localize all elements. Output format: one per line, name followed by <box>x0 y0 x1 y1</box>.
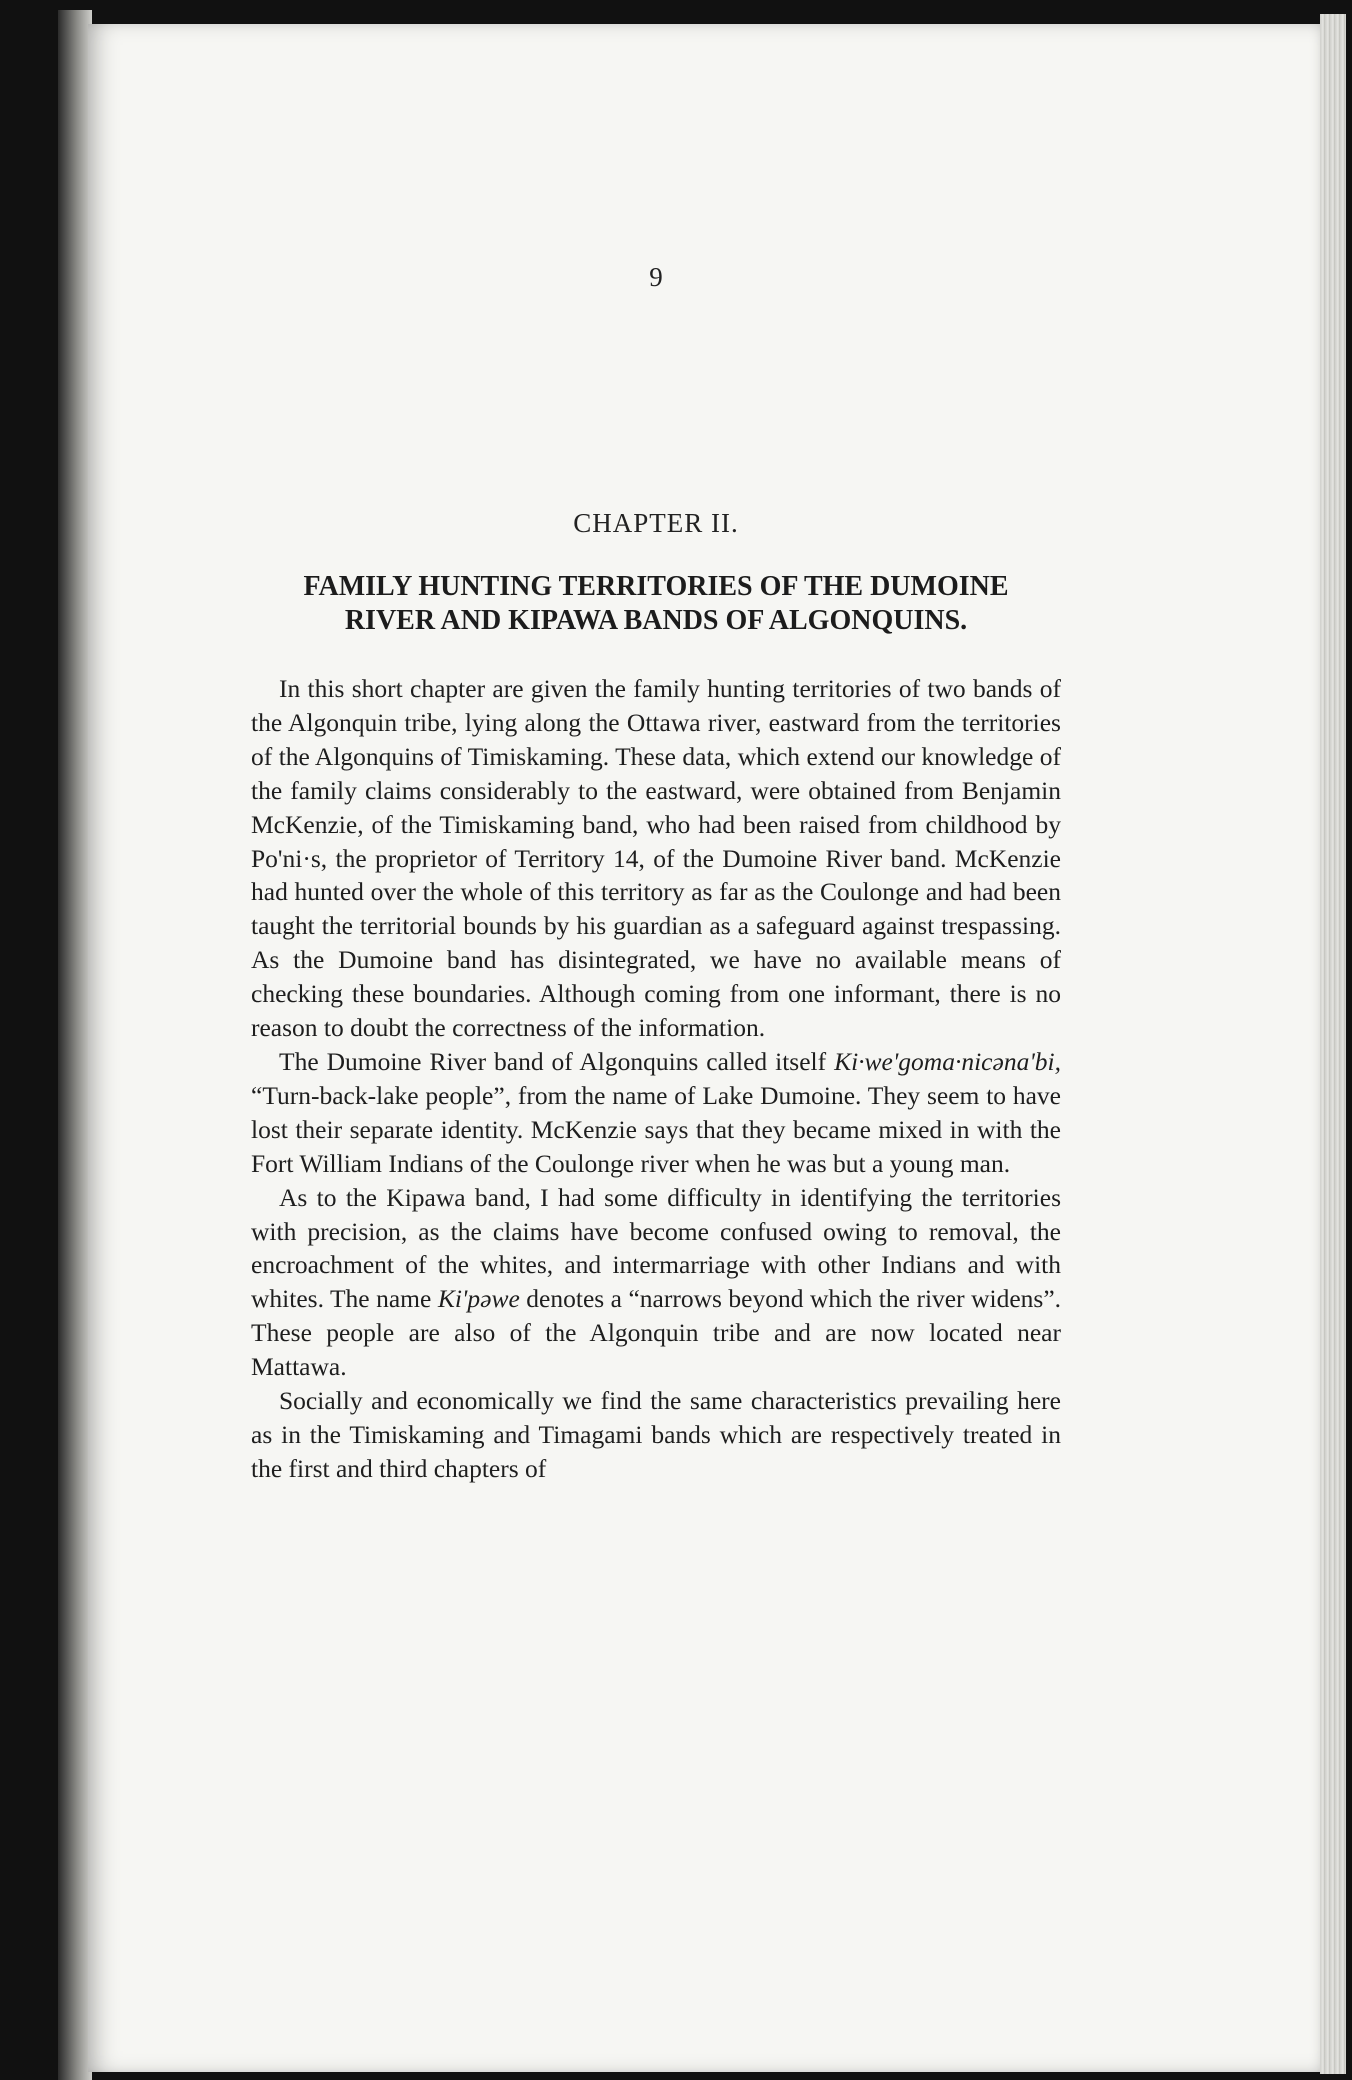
page-edges <box>1320 14 1346 2074</box>
page-number: 9 <box>649 262 663 292</box>
chapter-title-line-1: FAMILY HUNTING TERRITORIES OF THE DUMOINE <box>303 571 1009 602</box>
paragraph-2 <box>251 1045 1061 1181</box>
paragraph-2-end: “Turn-back-lake people”, from the name of Lake Dumoine. They seem to have lost their separate identity. McKenzie says that they became mixed in with the Fort William Indians of the Coulonge river when he was but a young man. <box>251 1080 1061 1178</box>
kipawa-term: Ki'pəwe <box>437 1284 520 1314</box>
band-name-term: Ki·we'goma·nicəna'bi, <box>834 1046 1061 1076</box>
paragraph-4: Socially and economically we find the same characteristics prevailing here as in the Timiskaming and Timagami bands which are respectively treated in the first and third chapters of <box>251 1386 1061 1483</box>
paragraph-2-start: The Dumoine River band of Algonquins called itself <box>279 1046 835 1076</box>
body-text <box>251 672 1061 1486</box>
chapter-label: CHAPTER II. <box>573 508 739 538</box>
paragraph-3-end: denotes a “narrows beyond which the river widens”. These people are also of the Algonquin tribe and are now located near Mattawa. <box>251 1284 1062 1382</box>
paragraph-3 <box>251 1181 1061 1384</box>
paragraph-3-start: As to the Kipawa band, I had some difficulty in identifying the territories with precision, as the claims have become confused owing to removal, the encroachment of the whites, and intermarriage with other Indians and with whites. The name <box>251 1182 1061 1314</box>
chapter-title <box>251 570 1061 638</box>
book-spine <box>58 10 92 2080</box>
paragraph-1: In this short chapter are given the family hunting territories of two bands of the Algonquin tribe, lying along the Ottawa river, eastward from the territories of the Algonquins of Timiskaming. These data, which extend our knowledge of the family claims considerably to the eastward, were obtained from Benjamin McKenzie, of the Timiskaming band, who had been raised from childhood by Po'ni·s, the proprietor of Territory 14, of the Dumoine River band. McKenzie had hunted over the whole of this territory as far as the Coulonge and had been taught the territorial bounds by his guardian as a safeguard against trespassing. As the Dumoine band has disintegrated, we have no available means of checking these boundaries. Although coming from one informant, there is no reason to doubt the correctness of the information. <box>251 674 1061 1043</box>
chapter-title-line-2: RIVER AND KIPAWA BANDS OF ALGONQUINS. <box>344 605 968 636</box>
